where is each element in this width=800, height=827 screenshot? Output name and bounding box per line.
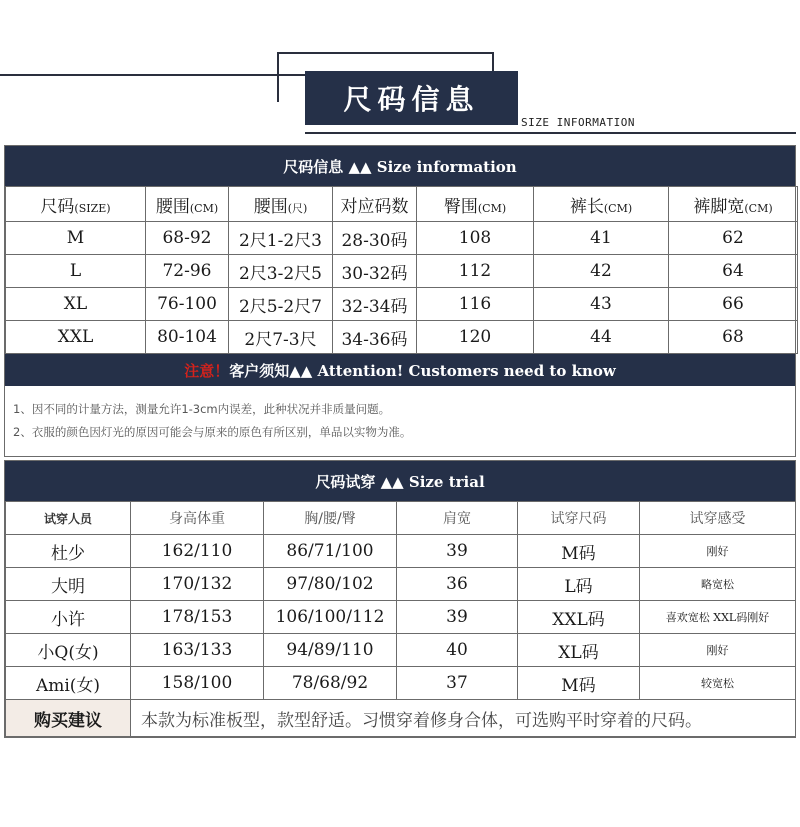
cell: 30-32码 [333, 255, 417, 288]
cell: M码 [518, 667, 640, 700]
cell: XXL码 [518, 601, 640, 634]
col-feeling: 试穿感受 [640, 502, 796, 535]
cell: 41 [534, 222, 669, 255]
header-line-vertical-right [492, 52, 494, 72]
cell: 64 [669, 255, 798, 288]
advice-label: 购买建议 [6, 700, 131, 737]
advice-row [6, 700, 796, 737]
cell: 2尺3-2尺5 [229, 255, 333, 288]
cell: Ami(女) [6, 667, 131, 700]
cell: 97/80/102 [264, 568, 397, 601]
col-trial-size: 试穿尺码 [518, 502, 640, 535]
cell: 178/153 [131, 601, 264, 634]
attention-bar [5, 354, 795, 386]
cell: 72-96 [146, 255, 229, 288]
cell: 39 [397, 601, 518, 634]
cell: 刚好 [640, 634, 796, 667]
cell: 34-36码 [333, 321, 417, 354]
size-info-bar-text: 尺码信息 ▲▲ Size information [283, 157, 517, 176]
header-line-top [277, 52, 494, 54]
cell: 158/100 [131, 667, 264, 700]
cell: 大明 [6, 568, 131, 601]
col-waist-chi: 腰围(尺) [229, 187, 333, 222]
col-measurements: 胸/腰/臀 [264, 502, 397, 535]
cell: XXL [6, 321, 146, 354]
cell: 68-92 [146, 222, 229, 255]
cell: 106/100/112 [264, 601, 397, 634]
cell: 62 [669, 222, 798, 255]
cell: 42 [534, 255, 669, 288]
cell: 2尺7-3尺 [229, 321, 333, 354]
col-length: 裤长(CM) [534, 187, 669, 222]
cell: 杜少 [6, 535, 131, 568]
header-line-vertical-left [277, 52, 279, 102]
cell: 略宽松 [640, 568, 796, 601]
cell: 66 [669, 288, 798, 321]
table-row [6, 288, 798, 321]
col-hem: 裤脚宽(CM) [669, 187, 798, 222]
cell: 喜欢宽松 XXL码刚好 [640, 601, 796, 634]
cell: 44 [534, 321, 669, 354]
table-row [6, 634, 796, 667]
col-size-number: 对应码数 [333, 187, 417, 222]
cell: 2尺1-2尺3 [229, 222, 333, 255]
cell: 刚好 [640, 535, 796, 568]
cell: 36 [397, 568, 518, 601]
col-tester: 试穿人员 [6, 502, 131, 535]
col-hip: 臀围(CM) [417, 187, 534, 222]
cell: 28-30码 [333, 222, 417, 255]
size-trial-table [5, 501, 796, 737]
col-shoulder: 肩宽 [397, 502, 518, 535]
col-size: 尺码(SIZE) [6, 187, 146, 222]
cell: L [6, 255, 146, 288]
page-title: 尺码信息 [305, 71, 518, 125]
cell: 94/89/110 [264, 634, 397, 667]
cell: 108 [417, 222, 534, 255]
header-line-left [0, 74, 305, 76]
cell: 较宽松 [640, 667, 796, 700]
table-row [6, 255, 798, 288]
cell: 40 [397, 634, 518, 667]
cell: 80-104 [146, 321, 229, 354]
cell: 小许 [6, 601, 131, 634]
size-info-bar [5, 146, 795, 186]
cell: XL码 [518, 634, 640, 667]
col-height-weight: 身高体重 [131, 502, 264, 535]
size-trial-bar [5, 461, 795, 501]
cell: 120 [417, 321, 534, 354]
cell: 76-100 [146, 288, 229, 321]
table-row [6, 321, 798, 354]
table-row [6, 667, 796, 700]
cell: 170/132 [131, 568, 264, 601]
advice-text: 本款为标准板型，款型舒适。习惯穿着修身合体，可选购平时穿着的尺码。 [131, 700, 796, 737]
size-info-panel [4, 145, 796, 457]
cell: 163/133 [131, 634, 264, 667]
cell: 86/71/100 [264, 535, 397, 568]
cell: 37 [397, 667, 518, 700]
note-item: 2、衣服的颜色因灯光的原因可能会与原来的原色有所区别，单品以实物为准。 [13, 425, 412, 439]
page-subtitle: SIZE INFORMATION [521, 116, 635, 129]
cell: 112 [417, 255, 534, 288]
cell: 78/68/92 [264, 667, 397, 700]
header-line-bottom [305, 132, 796, 134]
attention-notes [5, 386, 795, 456]
cell: 116 [417, 288, 534, 321]
note-item: 1、因不同的计量方法，测量允许1-3cm内误差，此种状况并非质量问题。 [13, 402, 391, 416]
cell: XL [6, 288, 146, 321]
cell: M [6, 222, 146, 255]
cell: 43 [534, 288, 669, 321]
attention-warn: 注意！ [184, 361, 230, 380]
cell: 162/110 [131, 535, 264, 568]
size-info-header-row [6, 187, 798, 222]
cell: 32-34码 [333, 288, 417, 321]
cell: 68 [669, 321, 798, 354]
size-trial-header-row [6, 502, 796, 535]
table-row [6, 601, 796, 634]
cell: L码 [518, 568, 640, 601]
col-waist-cm: 腰围(CM) [146, 187, 229, 222]
cell: 39 [397, 535, 518, 568]
attention-bar-text: 客户须知▲▲ Attention! Customers need to know [229, 361, 616, 380]
size-info-table [5, 186, 798, 354]
size-trial-panel [4, 460, 796, 738]
cell: M码 [518, 535, 640, 568]
table-row [6, 222, 798, 255]
size-trial-bar-text: 尺码试穿 ▲▲ Size trial [315, 472, 485, 491]
table-row [6, 535, 796, 568]
cell: 2尺5-2尺7 [229, 288, 333, 321]
table-row [6, 568, 796, 601]
cell: 小Q(女) [6, 634, 131, 667]
